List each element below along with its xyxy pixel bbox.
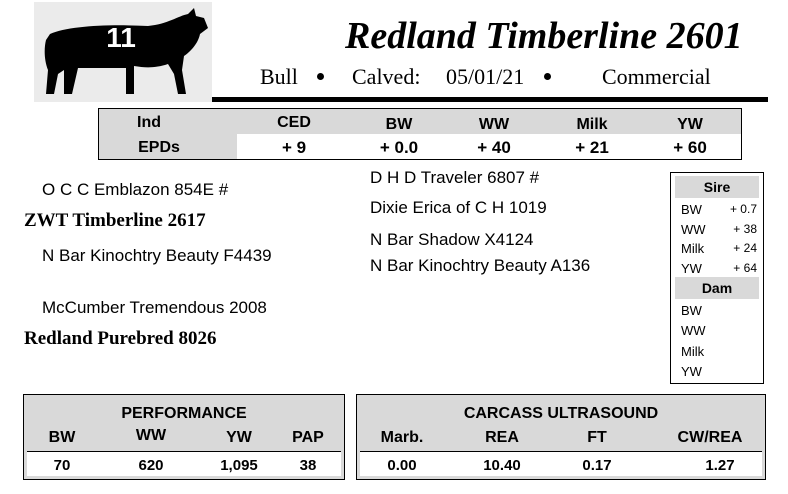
sire-yw-label: YW (681, 261, 702, 276)
sire-bw-value: + 0.7 (729, 202, 757, 216)
dam-header: Dam (675, 277, 759, 299)
performance-title: PERFORMANCE (121, 405, 247, 422)
performance-header-bw: BW (48, 429, 76, 446)
category-label: Commercial (602, 64, 711, 89)
sire-milk-value: + 24 (733, 241, 757, 255)
carcass-title: CARCASS ULTRASOUND (463, 405, 659, 422)
carcass-value-ft: 0.17 (582, 457, 612, 474)
calved-date: 05/01/21 (446, 64, 525, 89)
sire-header: Sire (675, 176, 759, 198)
separator-dot (317, 73, 324, 80)
performance-header-yw: YW (226, 429, 252, 446)
animal-name-title: Redland Timberline 2601 (345, 15, 743, 57)
sire-dam-sire-name: N Bar Shadow X4124 (370, 230, 534, 249)
separator-dot (544, 73, 551, 80)
carcass-ultrasound-table (356, 394, 766, 480)
carcass-header-cw-rea: CW/REA (677, 429, 743, 446)
sire-ww-label: WW (681, 222, 706, 237)
performance-value-pap: 38 (299, 457, 317, 474)
performance-value-ww: 620 (138, 457, 164, 474)
carcass-value-rea: 10.40 (483, 457, 521, 474)
sex-label: Bull (260, 64, 298, 89)
epd-row-label-epds: EPDs (138, 139, 180, 156)
carcass-header-rea: REA (485, 429, 519, 446)
performance-header-pap: PAP (292, 429, 324, 446)
carcass-value-marb: 0.00 (387, 457, 417, 474)
lot-number: 11 (106, 22, 136, 53)
epd-header-milk: Milk (576, 116, 608, 133)
sire-dam-name: N Bar Kinochtry Beauty F4439 (42, 246, 272, 265)
dam-ww-label: WW (681, 323, 706, 338)
calved-label: Calved: (352, 64, 421, 89)
epd-table (98, 108, 742, 160)
carcass-value-cw-rea: 1.27 (705, 457, 735, 474)
epd-row-label-ind: Ind (137, 114, 161, 131)
sire-sire-name: O C C Emblazon 854E # (42, 180, 229, 199)
performance-value-bw: 70 (53, 457, 71, 474)
performance-header-ww: WW (135, 427, 167, 444)
epd-value-bw: + 0.0 (379, 138, 419, 157)
epd-value-ced: + 9 (281, 138, 307, 157)
epd-header-bw: BW (385, 116, 413, 133)
dam-name: Redland Purebred 8026 (24, 328, 217, 349)
epd-value-milk: + 21 (575, 138, 609, 157)
sire-ww-value: + 38 (733, 222, 757, 236)
parent-epd-box (670, 172, 764, 384)
header-rule (212, 97, 768, 102)
epd-header-ced: CED (277, 114, 311, 131)
sire-sire-dam-name: Dixie Erica of C H 1019 (370, 198, 547, 217)
epd-value-yw: + 60 (673, 138, 707, 157)
epd-header-yw: YW (677, 116, 703, 133)
dam-milk-label: Milk (681, 344, 705, 359)
sire-name: ZWT Timberline 2617 (24, 210, 206, 231)
sire-dam-dam-name: N Bar Kinochtry Beauty A136 (370, 256, 591, 275)
sire-bw-label: BW (681, 202, 702, 217)
sire-sire-sire-name: D H D Traveler 6807 # (370, 168, 540, 187)
carcass-header-marb: Marb. (380, 429, 424, 446)
epd-header-ww: WW (478, 116, 510, 133)
dam-bw-label: BW (681, 303, 702, 318)
dam-sire-name: McCumber Tremendous 2008 (42, 298, 267, 317)
sire-milk-label: Milk (681, 241, 705, 256)
carcass-header-ft: FT (587, 429, 607, 446)
performance-table (23, 394, 345, 480)
epd-value-ww: + 40 (477, 138, 511, 157)
sire-yw-value: + 64 (733, 261, 757, 275)
performance-value-yw: 1,095 (220, 457, 258, 474)
dam-yw-label: YW (681, 364, 702, 379)
